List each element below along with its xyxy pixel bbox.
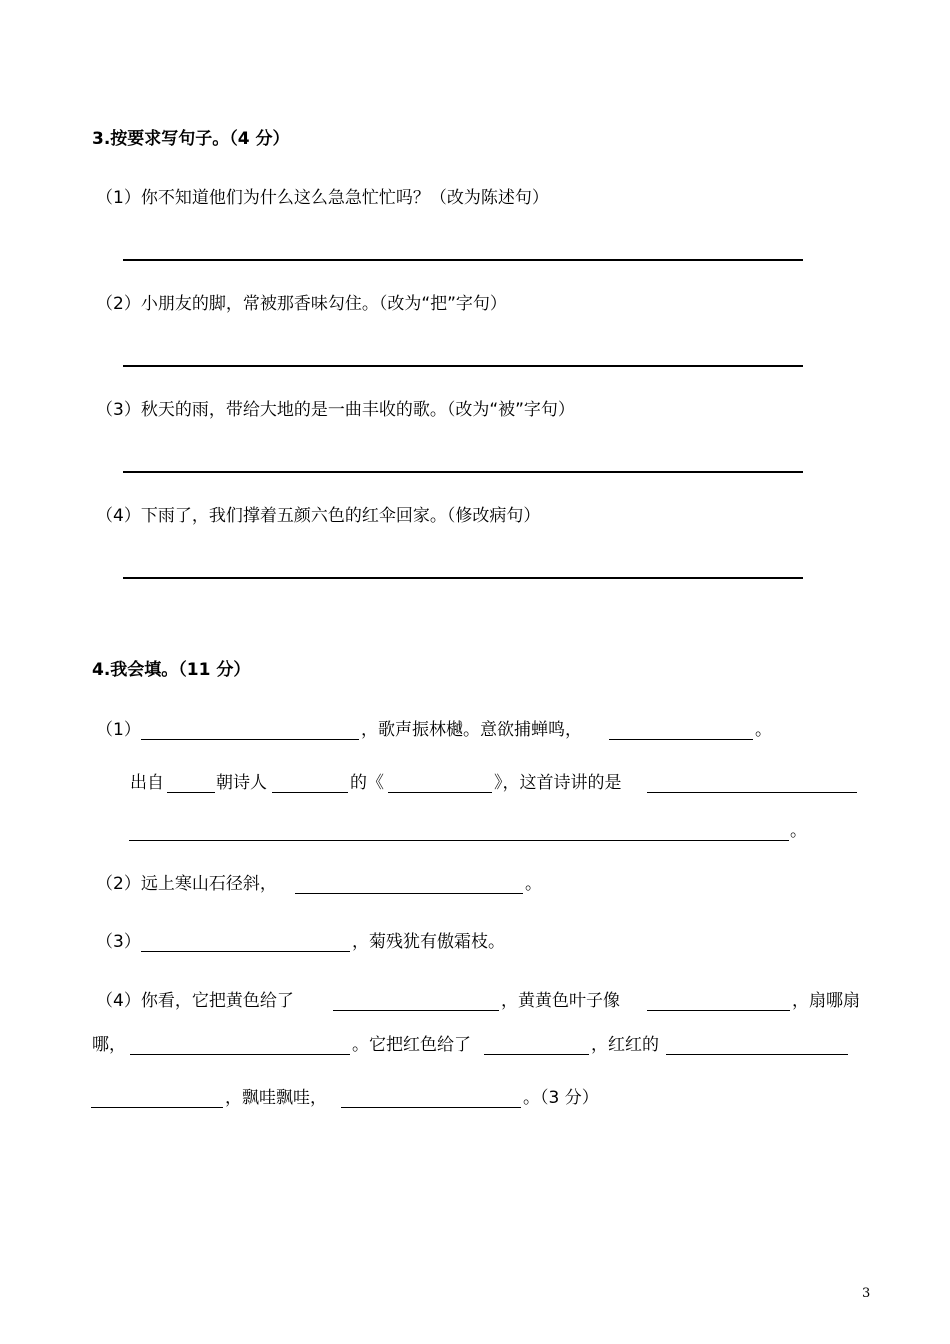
question-4-3-text: ，菊残犹有傲霜枝。 [352, 932, 505, 952]
page-number: 3 [862, 1286, 871, 1301]
blank-4-4-c[interactable] [130, 1054, 350, 1055]
section-3-heading: 3.按要求写句子。（4 分） [92, 129, 290, 149]
blank-4-1-poet[interactable] [272, 792, 348, 793]
question-4-4-part-a: （4）你看，它把黄色给了 [96, 991, 294, 1011]
blank-4-4-d[interactable] [484, 1054, 589, 1055]
blank-4-4-g[interactable] [341, 1107, 521, 1108]
blank-4-4-a[interactable] [333, 1010, 499, 1011]
answer-line-3-3[interactable] [123, 471, 803, 473]
question-4-1-end: 。 [755, 720, 772, 740]
blank-4-4-e[interactable] [666, 1054, 848, 1055]
section-4-heading: 4.我会填。（11 分） [92, 660, 251, 680]
question-4-4-part-e: 。它把红色给了 [352, 1035, 471, 1055]
answer-line-3-1[interactable] [123, 259, 803, 261]
question-4-4-part-d: 哪， [92, 1035, 126, 1055]
blank-4-4-f[interactable] [91, 1107, 223, 1108]
blank-4-1-dynasty[interactable] [167, 792, 215, 793]
blank-4-4-b[interactable] [647, 1010, 790, 1011]
question-4-4-part-b: ，黄黄色叶子像 [501, 991, 620, 1011]
question-4-3-number: （3） [96, 932, 141, 952]
blank-4-1-meaning-a[interactable] [647, 792, 857, 793]
question-4-4-part-f: ，红红的 [591, 1035, 659, 1055]
question-4-1-title-open: 的《 [350, 773, 384, 793]
question-4-1-source-label: 出自 [130, 773, 164, 793]
question-4-4-part-g: ，飘哇飘哇， [225, 1088, 327, 1108]
question-4-2-end: 。 [525, 874, 542, 894]
question-4-4-part-h: 。（3 分） [523, 1088, 599, 1108]
question-3-1: （1）你不知道他们为什么这么急急忙忙吗？（改为陈述句） [96, 188, 549, 208]
question-4-1-number: （1） [96, 720, 141, 740]
answer-line-3-2[interactable] [123, 365, 803, 367]
answer-line-3-4[interactable] [123, 577, 803, 579]
question-4-1-text: ，歌声振林樾。意欲捕蝉鸣， [361, 720, 582, 740]
question-3-3: （3）秋天的雨，带给大地的是一曲丰收的歌。（改为“被”字句） [96, 400, 575, 420]
question-4-1-meaning-label: 》，这首诗讲的是 [494, 773, 622, 793]
question-4-2-text: （2）远上寒山石径斜， [96, 874, 277, 894]
question-4-4-part-c: ，扇哪扇 [792, 991, 860, 1011]
blank-4-1-meaning-b[interactable] [129, 840, 789, 841]
blank-4-1-title[interactable] [388, 792, 492, 793]
blank-4-2[interactable] [295, 893, 523, 894]
question-4-1-poet-label: 朝诗人 [216, 773, 267, 793]
blank-4-1-a[interactable] [141, 739, 359, 740]
blank-4-1-b[interactable] [609, 739, 753, 740]
question-3-4: （4）下雨了，我们撑着五颜六色的红伞回家。（修改病句） [96, 506, 541, 526]
blank-4-3[interactable] [141, 951, 350, 952]
question-4-1-meaning-end: 。 [790, 821, 807, 841]
question-3-2: （2）小朋友的脚，常被那香味勾住。（改为“把”字句） [96, 294, 507, 314]
